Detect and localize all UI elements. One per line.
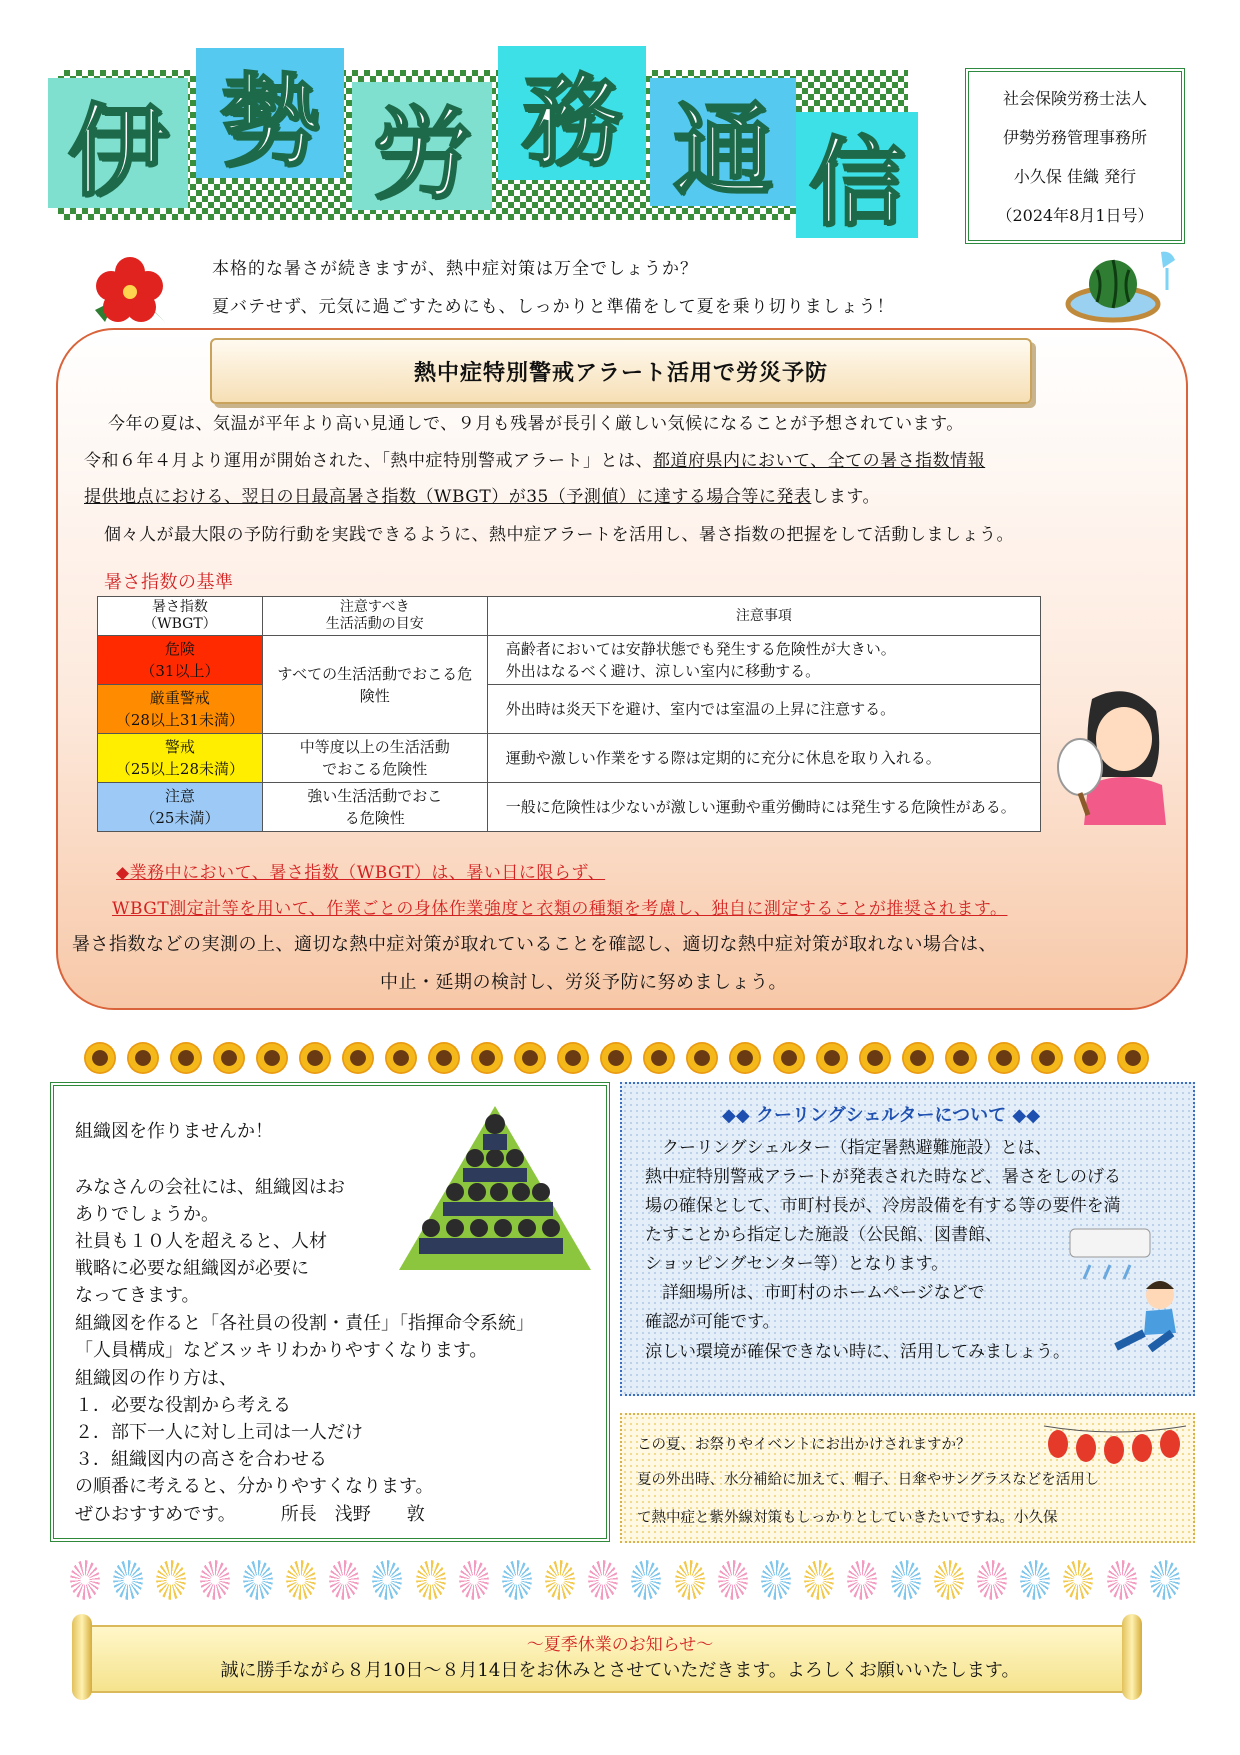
header-wbgt: 暑さ指数 （WBGT） xyxy=(98,597,263,636)
firework-icon xyxy=(1063,1560,1093,1600)
shelter-line: クーリングシェルター（指定暑熱避難施設）とは、 xyxy=(645,1138,1052,1158)
title-char-6: 信 xyxy=(796,112,918,238)
firework-icon xyxy=(1020,1560,1050,1600)
table-row xyxy=(98,734,1041,783)
heat-paragraph-2-a: 令和６年４月より運用が開始された、「熱中症特別警戒アラート」とは、 xyxy=(84,451,653,471)
firework-icon xyxy=(329,1560,359,1600)
org-line: の順番に考えると、分かりやすくなります。 xyxy=(75,1476,434,1497)
firework-icon xyxy=(1150,1560,1180,1600)
holiday-notice-text: 誠に勝手ながら８月10日～８月14日をお休みとさせていただきます。よろしくお願いいたします。 xyxy=(220,1660,1020,1681)
sunflower-icon xyxy=(471,1042,503,1074)
warning-line-2: WBGT測定計等を用いて、作業ごとの身体作業強度と衣類の種類を考慮し、独自に測定することが推奨されます。 xyxy=(112,899,1008,919)
sunflower-icon xyxy=(773,1042,805,1074)
sunflower-icon xyxy=(816,1042,848,1074)
sunflower-icon xyxy=(84,1042,116,1074)
wbgt-table-heading: 暑さ指数の基準 xyxy=(104,572,234,593)
woman-with-fan-illustration xyxy=(1052,685,1177,825)
table-row xyxy=(98,636,1041,685)
note-danger: 高齢者においては安静状態でも発生する危険性が大きい。 外出はなるべく避け、涼しい室内に移動する。 xyxy=(487,636,1040,685)
sunflower-icon xyxy=(256,1042,288,1074)
firework-icon xyxy=(200,1560,230,1600)
firework-icon xyxy=(631,1560,661,1600)
level-severe: 厳重警戒 （28以上31未満） xyxy=(98,685,263,734)
publisher-line: （2024年8月1日号） xyxy=(996,206,1154,225)
title-char-5: 通 xyxy=(650,78,796,206)
table-row xyxy=(98,783,1041,832)
level-danger: 危険 （31以上） xyxy=(98,636,263,685)
publisher-line: 伊勢労務管理事務所 xyxy=(1002,128,1147,147)
firework-icon xyxy=(70,1560,100,1600)
publisher-line: 社会保険労務士法人 xyxy=(1002,89,1147,108)
watermelon-basin-icon xyxy=(1063,246,1183,326)
level-warning: 警戒 （25以上28未満） xyxy=(98,734,263,783)
title-char-2: 勢 xyxy=(196,48,344,178)
heat-paragraph-3-c: します。 xyxy=(811,487,880,507)
sunflower-icon xyxy=(729,1042,761,1074)
heat-paragraph-3-b: 35（予測値）に達する場合等に発表 xyxy=(526,487,812,507)
firework-icon xyxy=(459,1560,489,1600)
sunflower-icon xyxy=(945,1042,977,1074)
table-header-row xyxy=(98,597,1041,636)
sunflower-icon xyxy=(643,1042,675,1074)
level-caution: 注意 （25未満） xyxy=(98,783,263,832)
org-line: 「人員構成」などスッキリわかりやすくなります。 xyxy=(75,1340,488,1361)
firework-icon xyxy=(1107,1560,1137,1600)
org-line: 戦略に必要な組織図が必要に xyxy=(75,1258,309,1279)
firework-icon xyxy=(675,1560,705,1600)
sunflower-icon xyxy=(385,1042,417,1074)
intro-line-1: 本格的な暑さが続きますが、熱中症対策は万全でしょうか？ xyxy=(212,259,698,279)
org-line: １．必要な役割から考える xyxy=(75,1395,291,1416)
wbgt-table xyxy=(97,596,1041,832)
firework-icon xyxy=(718,1560,748,1600)
firework-icon xyxy=(286,1560,316,1600)
sunflower-icon xyxy=(1074,1042,1106,1074)
sunflower-icon xyxy=(1031,1042,1063,1074)
firework-icon xyxy=(761,1560,791,1600)
firework-icon xyxy=(847,1560,877,1600)
cooling-shelter-title: ◆◆ クーリングシェルターについて ◆◆ xyxy=(722,1105,1041,1126)
firework-icon xyxy=(934,1560,964,1600)
org-line: 組織図を作りませんか！ xyxy=(75,1121,273,1142)
sunflower-icon xyxy=(859,1042,891,1074)
sunflower-icon xyxy=(213,1042,245,1074)
org-line: 社員も１０人を超えると、人材 xyxy=(75,1231,327,1252)
org-line: ありでしょうか。 xyxy=(75,1204,219,1225)
closing-line-1: 暑さ指数などの実測の上、適切な熱中症対策が取れていることを確認し、適切な熱中症対策が取れない場合は、 xyxy=(72,934,997,955)
sunflower-icon xyxy=(514,1042,546,1074)
heatstroke-section-title: 熱中症特別警戒アラート活用で労災予防 xyxy=(210,338,1032,404)
publisher-box xyxy=(965,68,1185,244)
org-line: なってきます。 xyxy=(75,1285,200,1306)
firework-icon xyxy=(545,1560,575,1600)
firework-icon xyxy=(156,1560,186,1600)
sunflower-icon xyxy=(170,1042,202,1074)
header-activity: 注意すべき 生活活動の目安 xyxy=(262,597,487,636)
firework-icon xyxy=(502,1560,532,1600)
activity-moderate: 中等度以上の生活活動でおこる危険性 xyxy=(262,734,487,783)
firework-icon xyxy=(416,1560,446,1600)
note-warning: 運動や激しい作業をする際は定期的に充分に休息を取り入れる。 xyxy=(487,734,1040,783)
heat-paragraph-2-b: 都道府県内において、全ての暑さ指数情報 xyxy=(653,451,986,471)
shelter-line: 場の確保として、市町村長が、冷房設備を有する等の要件を満 xyxy=(645,1196,1121,1216)
sunflower-icon xyxy=(600,1042,632,1074)
sunflower-icon xyxy=(686,1042,718,1074)
heat-paragraph-4: 個々人が最大限の予防行動を実践できるように、熱中症アラートを活用し、暑さ指数の把握をして活動しましょう。 xyxy=(104,525,1014,545)
publisher-line: 小久保 佳織 発行 xyxy=(1013,167,1137,186)
activity-all: すべての生活活動でおこる危険性 xyxy=(262,636,487,734)
sunflower-icon xyxy=(127,1042,159,1074)
firework-icon xyxy=(243,1560,273,1600)
sunflower-icon xyxy=(902,1042,934,1074)
firework-icon xyxy=(113,1560,143,1600)
shelter-line: ショッピングセンター等）となります。 xyxy=(645,1254,949,1274)
heat-paragraph-3-a: 提供地点における、翌日の日最高暑さ指数（WBGT）が xyxy=(84,487,527,507)
firework-icon xyxy=(372,1560,402,1600)
title-char-4: 務 xyxy=(498,46,646,180)
holiday-notice-title: ～夏季休業のお知らせ～ xyxy=(526,1635,714,1655)
title-char-3: 労 xyxy=(352,82,492,210)
fireworks-divider xyxy=(70,1560,1180,1608)
org-line: みなさんの会社には、組織図はお xyxy=(75,1177,345,1198)
org-line: ぜひおすすめです。 所長 浅野 敦 xyxy=(75,1504,425,1525)
title-char-1: 伊 xyxy=(48,78,188,208)
sunflower-icon xyxy=(1117,1042,1149,1074)
firework-icon xyxy=(977,1560,1007,1600)
activity-strong: 強い生活活動でおこる危険性 xyxy=(262,783,487,832)
header-notes: 注意事項 xyxy=(487,597,1040,636)
shelter-line: 涼しい環境が確保できない時に、活用してみましょう。 xyxy=(645,1342,1070,1362)
sunflower-icon xyxy=(342,1042,374,1074)
heat-paragraph-2 xyxy=(84,446,985,471)
shelter-line: 確認が可能です。 xyxy=(645,1312,780,1332)
firework-icon xyxy=(804,1560,834,1600)
org-line: 組織図の作り方は、 xyxy=(75,1368,237,1389)
org-line: ２．部下一人に対し上司は一人だけ xyxy=(75,1422,363,1443)
festival-line-3: て熱中症と紫外線対策もしっかりとしていきたいですね。小久保 xyxy=(637,1510,1058,1526)
air-conditioner-child-illustration xyxy=(1060,1225,1190,1355)
sunflower-icon xyxy=(299,1042,331,1074)
note-caution: 一般に危険性は少ないが激しい運動や重労働時には発生する危険性がある。 xyxy=(487,783,1040,832)
org-pyramid-illustration xyxy=(395,1100,595,1275)
shelter-line: 詳細場所は、市町村のホームページなどで xyxy=(645,1283,985,1303)
sunflower-icon xyxy=(428,1042,460,1074)
org-line: ３．組織図内の高さを合わせる xyxy=(75,1449,327,1470)
festival-line-2: 夏の外出時、水分補給に加えて、帽子、日傘やサングラスなどを活用し xyxy=(637,1472,1100,1488)
table-row xyxy=(98,685,1041,734)
shelter-line: 熱中症特別警戒アラートが発表された時など、暑さをしのげる xyxy=(645,1167,1121,1187)
firework-icon xyxy=(891,1560,921,1600)
hibiscus-flower-icon xyxy=(85,250,175,330)
sunflower-icon xyxy=(988,1042,1020,1074)
org-line: 組織図を作ると「各社員の役割・責任」「指揮命令系統」 xyxy=(75,1313,534,1334)
festival-line-1: この夏、お祭りやイベントにお出かけされますか？ xyxy=(637,1437,971,1453)
note-severe: 外出時は炎天下を避け、室内では室温の上昇に注意する。 xyxy=(487,685,1040,734)
intro-line-2: 夏バテせず、元気に過ごすためにも、しっかりと準備をして夏を乗り切りましょう！ xyxy=(212,297,895,317)
closing-line-2: 中止・延期の検討し、労災予防に努めましょう。 xyxy=(380,972,787,993)
lanterns-icon xyxy=(1040,1418,1190,1466)
warning-line-1: ◆業務中において、暑さ指数（WBGT）は、暑い日に限らず、 xyxy=(116,863,606,883)
heat-paragraph-3 xyxy=(84,482,880,507)
heat-paragraph-1: 今年の夏は、気温が平年より高い見通しで、９月も残暑が長引く厳しい気候になることが予想されています。 xyxy=(108,414,964,434)
sunflower-divider xyxy=(84,1042,1149,1076)
shelter-line: たすことから指定した施設（公民館、図書館、 xyxy=(645,1225,1002,1245)
sunflower-icon xyxy=(557,1042,589,1074)
firework-icon xyxy=(588,1560,618,1600)
